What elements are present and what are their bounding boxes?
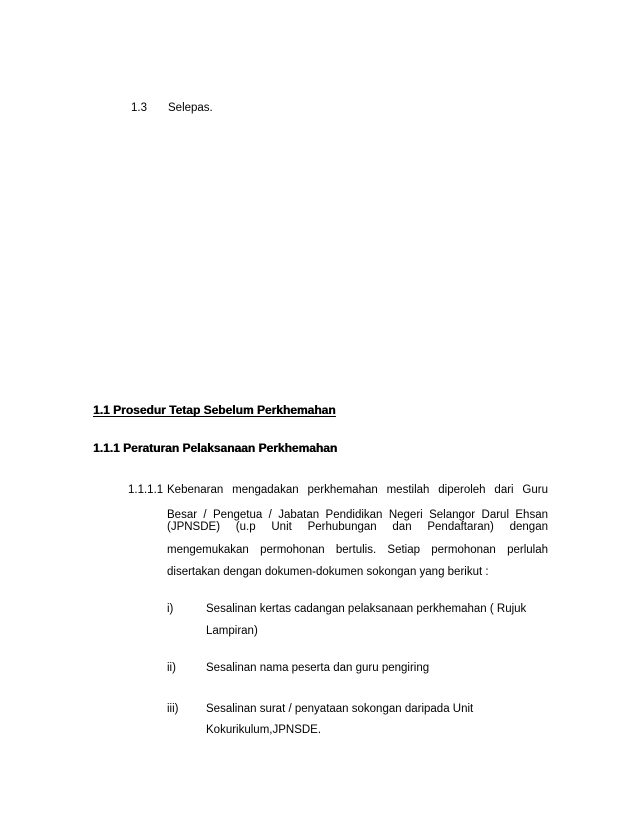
clause-line-5: disertakan dengan dokumen-dokumen sokongan yang berikut :: [167, 566, 489, 578]
section-heading: 1.1 Prosedur Tetap Sebelum Perkhemahan: [93, 403, 336, 417]
clause-line-3: (JPNSDE) (u.p Unit Perhubungan dan Pendaftaran) dengan: [167, 521, 548, 533]
subsection-heading: 1.1.1 Peraturan Pelaksanaan Perkhemahan: [93, 441, 338, 455]
item-1-3-number: 1.3: [131, 102, 147, 114]
list-item-text-line-2: Kokurikulum,JPNSDE.: [206, 724, 322, 736]
clause-line-4: mengemukakan permohonan bertulis. Setiap permohonan perlulah: [167, 544, 548, 556]
item-1-3-text: Selepas.: [168, 102, 213, 114]
clause-line-1: Kebenaran mengadakan perkhemahan mestilah diperoleh dari Guru: [167, 484, 548, 496]
list-item-text-line-2: Lampiran): [206, 625, 258, 637]
list-item-text-line-1: Sesalinan surat / penyataan sokongan daripada Unit: [206, 703, 474, 715]
list-item-text-line-1: Sesalinan nama peserta dan guru pengiring: [206, 662, 430, 674]
list-item-text-line-1: Sesalinan kertas cadangan pelaksanaan perkhemahan ( Rujuk: [206, 603, 527, 615]
clause-number: 1.1.1.1: [128, 484, 164, 496]
clause-line-2: Besar / Pengetua / Jabatan Pendidikan Negeri Selangor Darul Ehsan: [167, 509, 548, 521]
list-item-marker: i): [167, 603, 174, 615]
list-item-marker: iii): [167, 703, 179, 715]
list-item-marker: ii): [167, 662, 176, 674]
